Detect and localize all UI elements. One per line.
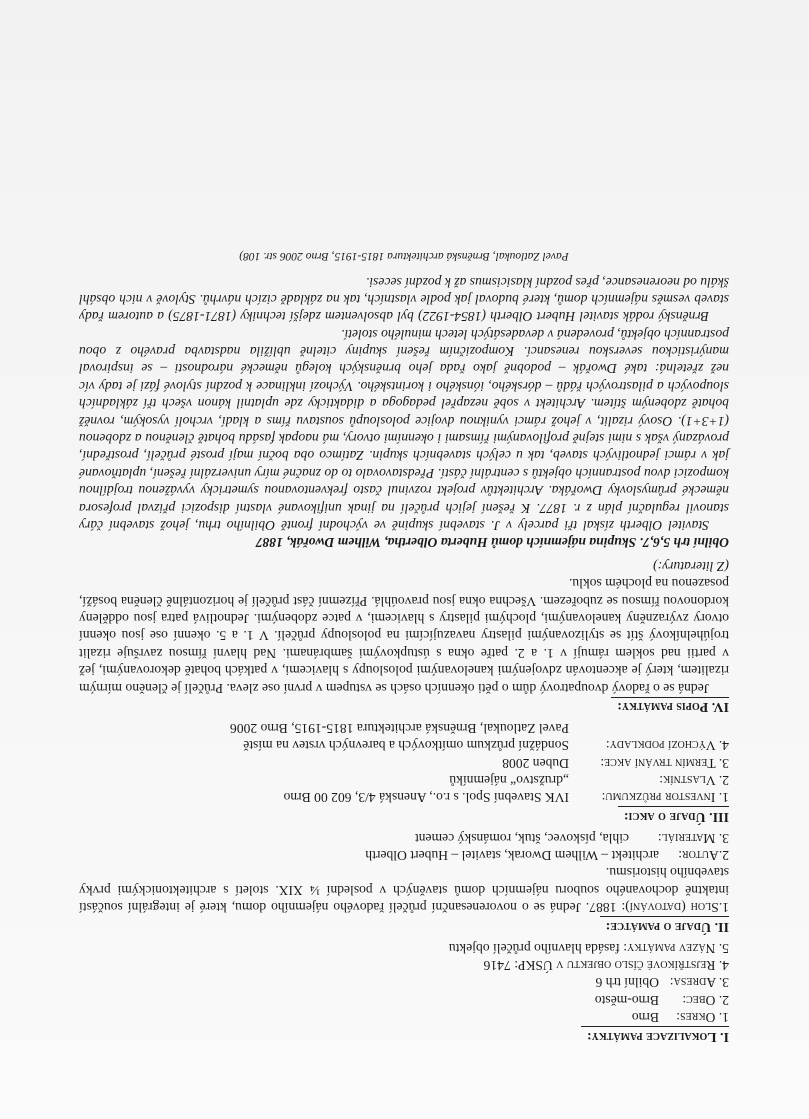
lokalizace-row xyxy=(79,991,729,1008)
row-label: 3. Adresa: xyxy=(669,975,729,991)
literature-paragraph-2: Brněnský rodák stavitel Hubert Olberth (1854-1922) byl absolventem zdejší techniky (1871-1875) a autorem řady staveb vesměs nájemních domů, které budoval jak podle vlastních, tak na základě cizích návrhů. Stylově v nich obsáhl škálu od neorenesance, přes pozdní klasicismus až k pozdní secesi. xyxy=(79,274,729,325)
lokalizace-row xyxy=(79,1009,729,1026)
akce-row xyxy=(79,772,729,789)
akce-row xyxy=(79,754,729,771)
lokalizace-row xyxy=(79,974,729,991)
sloh-label: 1.Sloh (datování): xyxy=(621,900,729,916)
section-heading-udaje-o-pamatce: II. Údaje o památce: xyxy=(600,916,729,935)
row-value: Brno xyxy=(631,1010,659,1026)
literature-paragraph-1: Stavitel Olberth získal tři parcely v J. stavební skupině ve východní frontě Obilního trhu, jehož stavební čáry stanovil regulační plán z r. 1877. K řešení jejich průčelí na jinak unifikované vlastní dispozici přizval profesora německé průmyslovky Dwořáka. Architektův projekt rozvinul často frekventovanou symetricky vyváženou trojdílnou kompozici dvou postranních objektů s centrální částí. Představovalo to do značné míry univerzální řešení, uplatňované jak v rámci jednotlivých staveb, tak u celých stavebních skupin. Zatímco oba boční mají prosté průčelí, prostřední, provázaný však s nimi stejně profilovanými římsami i okenními otvory, má naopak fasádu bohatě členěnou a zdobenou (1+3+1). Osový rizalit, v jehož rámci vyniknou dvojice polosloupů soustavu říms a kladí, vrcholí vysokým, rovněž bohatě zdobeným štítem. Architekt v sobě nezapřel pedagoga a didakticky zde uplatnil kánon všech tří základních sloupových a pilastrových řádů – dórského, iónského i korintského. Výchozí inklinace k pozdní stylové fázi je tady víc než zřetelná: také Dwořák – podobně jako řada jeho brněnských kolegů německé národnosti – se inspiroval manýristickou severskou renesancí. Kompozičním řešení skupiny citelně ublížila nadstavba pravého z obou postranních objektů, provedená v devadesátých letech minulého století. xyxy=(79,326,729,533)
section-heading-udaje-o-akci: III. Údaje o akci: xyxy=(618,806,729,825)
row-label: 2. Obec: xyxy=(682,992,729,1008)
row-label: 1. Investor průzkumu: xyxy=(601,790,729,806)
sloh-paragraph xyxy=(79,864,729,916)
material-value: cihla, pískovec, štuk, románský cement xyxy=(414,830,629,846)
akce-row xyxy=(79,789,729,806)
literature-subtitle: Obilní trh 5,6,7. Skupina nájemních domů Huberta Olbertha, Wilhem Dwořák, 1887 xyxy=(255,535,729,551)
literature-note: (Z literatury:) xyxy=(653,558,729,574)
autor-row xyxy=(79,847,729,864)
row-value: fasáda hlavního průčelí objektu xyxy=(448,940,620,956)
row-value: 7416 xyxy=(483,957,511,973)
akce-row xyxy=(79,737,729,754)
row-label: 4. Výchozí podklady: xyxy=(605,738,729,754)
row-label: 4. Rejstříkové číslo objektu v ÚSKP: xyxy=(514,957,729,973)
popis-paragraph: Jedná se o řadový dvoupatrový dům o pěti okenních osách se vstupem v první ose zleva. Průčelí je členěno mírným rizalitem, který je akcentován zdvojenými kanelovanými polosloupy s hlavicemi, v patkách bohatě dekorovanými, jež v partii nad soklem rámují v 1. a 2. patře okna s ústupkovými šambránami. Nad hlavní římsou završuje rizalit trojúhelníkový štít se stylizovanými pilastry navazujícími na polosloupy průčelí. V 1. a 5. okenní ose jsou okenní otvory zvýrazněny kanelovanými, plochými pilastry s hlavicemi, v patce zdobenými. Jednotlivá patra jsou odděleny kordonovou římsou se zubořezem. Všechna okna jsou pravoúhlá. Přízemní část průčelí je horizontálně členěna bosáží, posazenou na plochém soklu. xyxy=(79,576,729,696)
material-label: 3. Materiál: xyxy=(657,830,729,846)
row-value: Sondážní průzkum omítkových a barevných vrstev na místě xyxy=(243,738,569,754)
row-value: Duben 2008 xyxy=(502,755,569,771)
citation: Pavel Zatloukal, Brněnská architektura 1815-1915, Brno 2006 str. 108) xyxy=(239,250,569,263)
akce-row-extra xyxy=(79,719,729,736)
row-label: 1. Okres: xyxy=(676,1010,729,1026)
row-label: 3. Termín trvání akce: xyxy=(600,755,729,771)
lokalizace-row xyxy=(79,939,729,956)
lokalizace-row xyxy=(79,957,729,974)
sloh-text: 1887. Jedná se o novorenesanční průčelí řadového nájemního domu, které je integrální součástí intaktně dochovaného souboru nájemních domů stavěných v poslední ¼ XIX. století s architektonickými prvky stavebního historismu. xyxy=(79,865,729,916)
row-value: IVK Stavební Spol. s r.o., Anenská 4/3, 602 00 Brno xyxy=(283,790,569,806)
section-heading-popis-pamatky: IV. Popis památky: xyxy=(611,697,729,716)
autor-value: architekt – Wilhem Dworak, stavitel – Hubert Olberth xyxy=(365,848,659,864)
row-value: Obilní trh 6 xyxy=(595,975,659,991)
source-extra: Pavel Zatloukal, Brněnská architektura 1815-1915, Brno 2006 xyxy=(229,720,569,736)
akce-list xyxy=(79,719,729,806)
row-value: „družstvo“ nájemníků xyxy=(449,772,569,788)
row-label: 2. Vlastník: xyxy=(659,772,729,788)
autor-label: 2.Autor: xyxy=(678,848,729,864)
row-label: 5. Název památky: xyxy=(623,940,729,956)
row-value: Brno-město xyxy=(594,992,659,1008)
document-content xyxy=(79,248,729,1049)
material-row xyxy=(79,829,729,846)
lokalizace-list xyxy=(79,939,729,1026)
section-heading-lokalizace: I. Lokalizace památky: xyxy=(581,1026,729,1045)
